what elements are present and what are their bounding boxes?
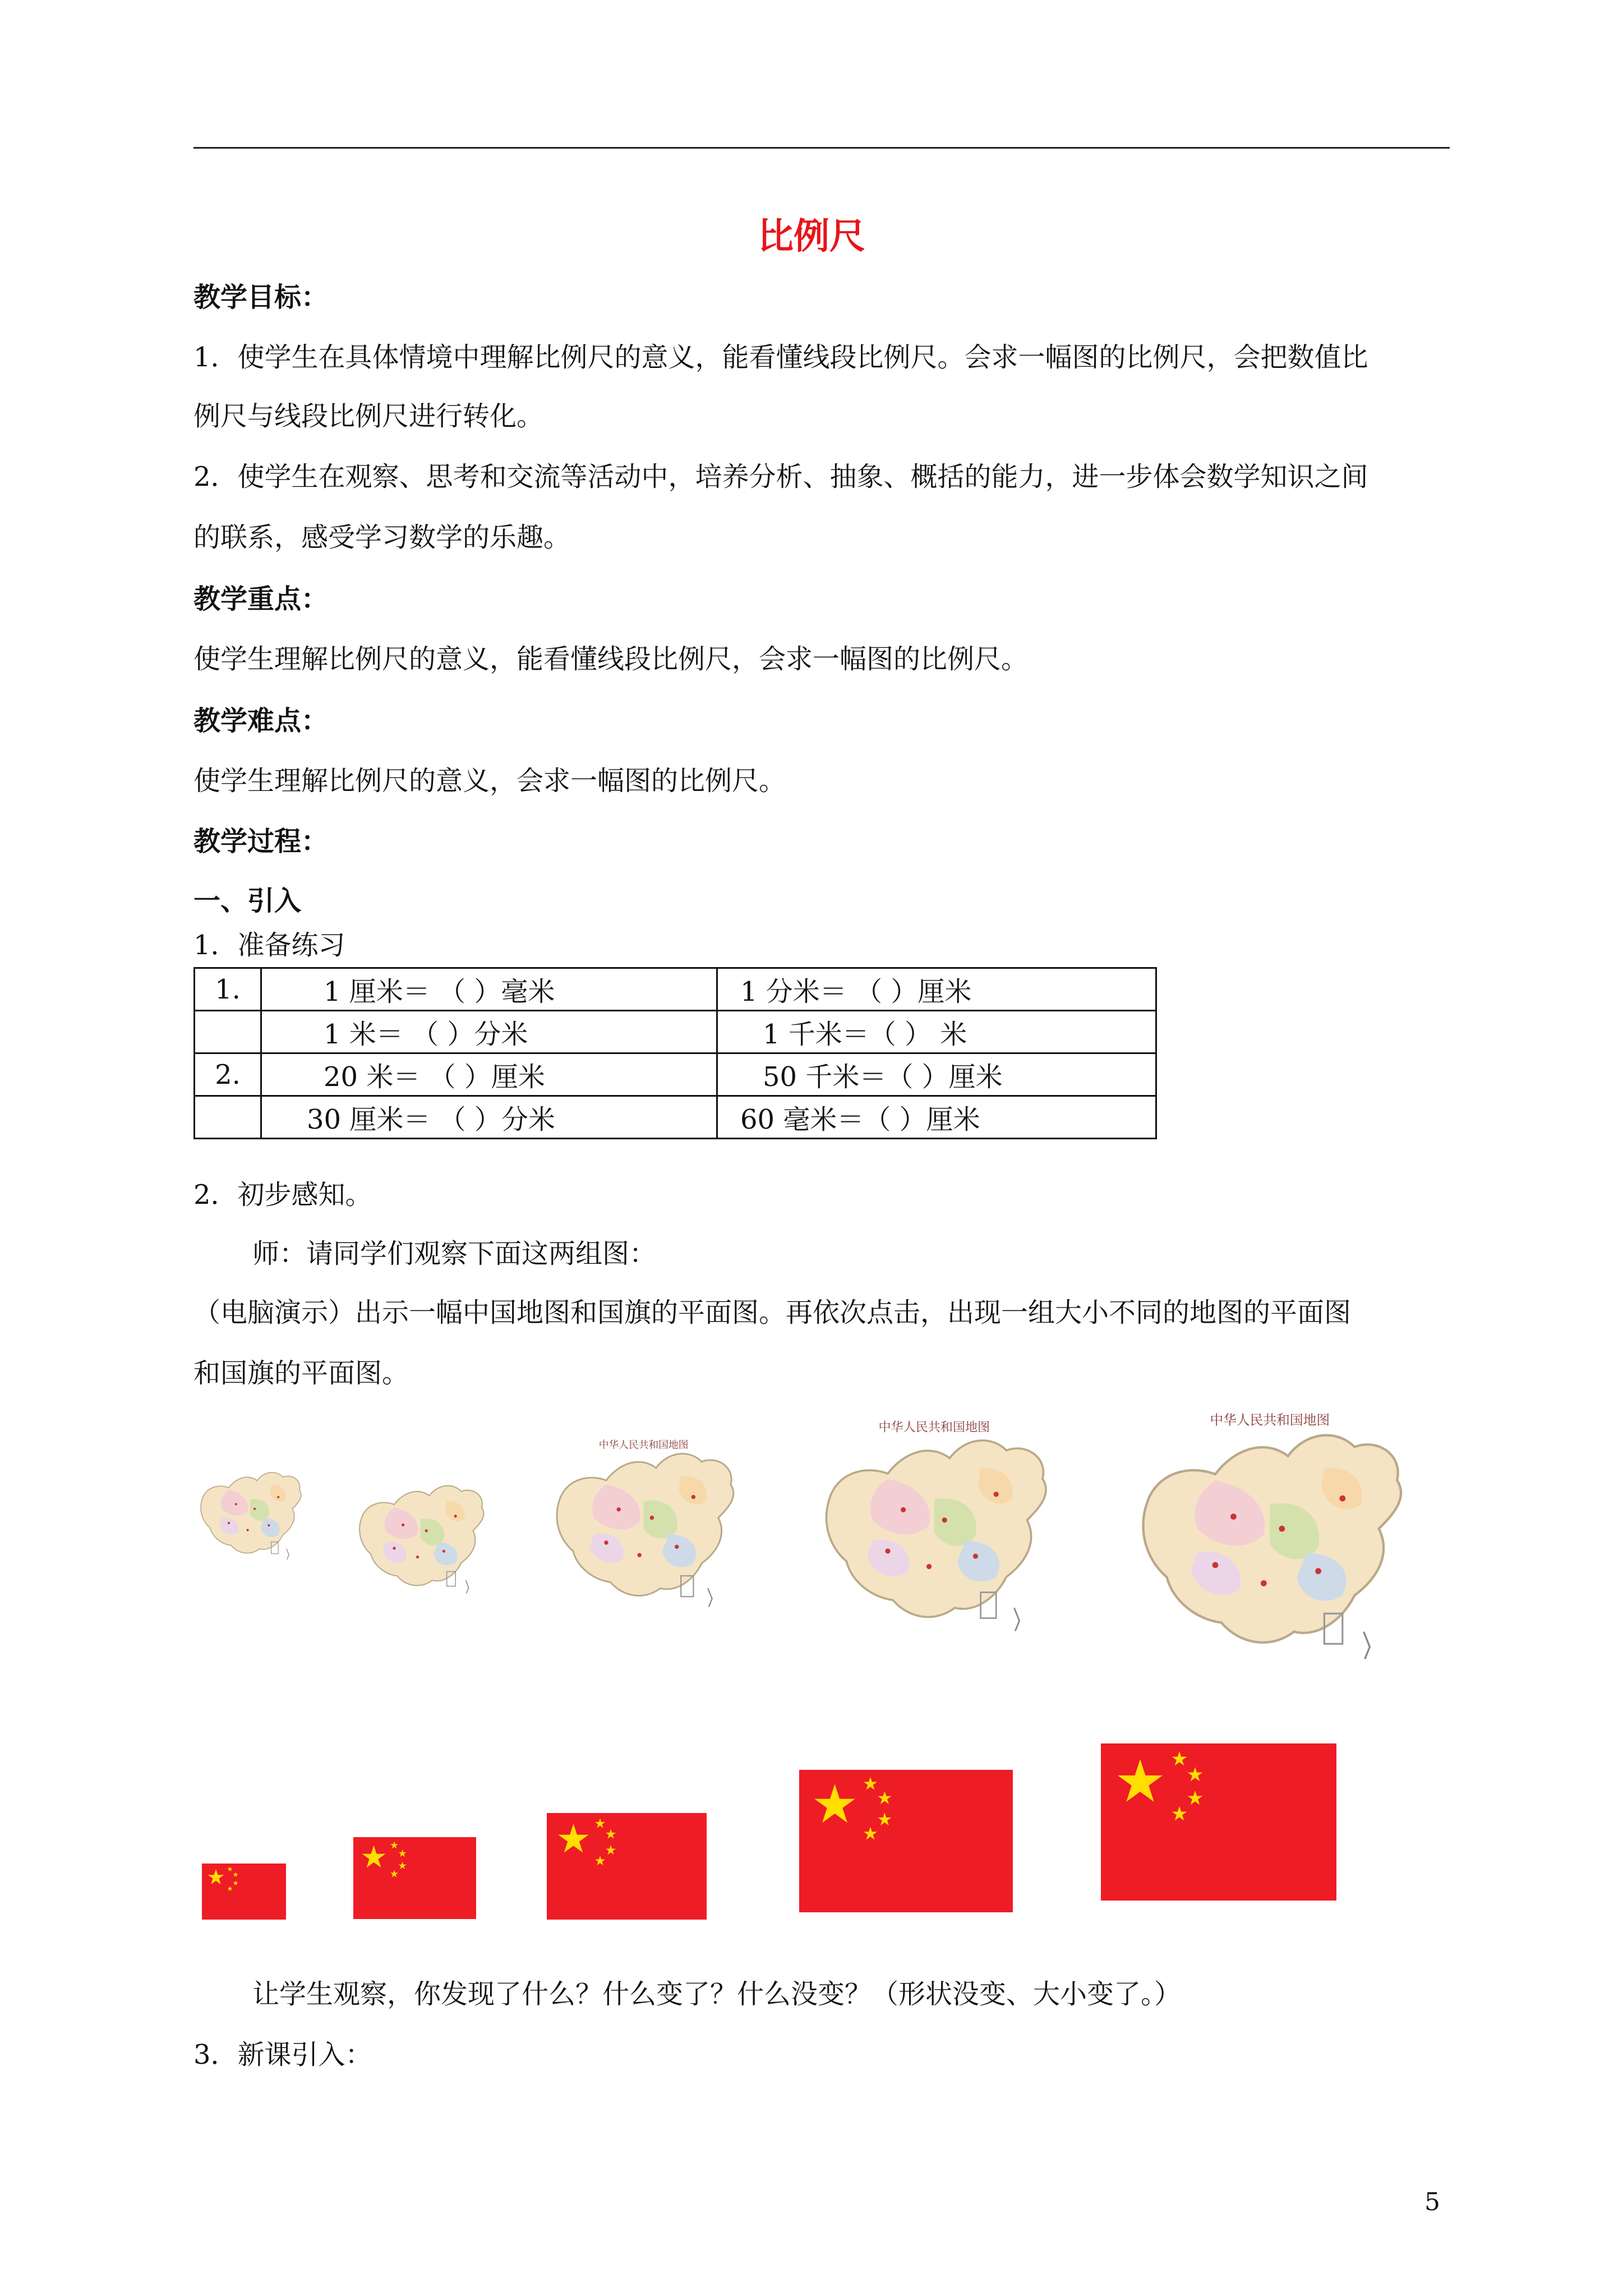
goal2-line2: 的联系，感受学习数学的乐趣。	[193, 522, 571, 553]
new-lesson-heading: 3．新课引入：	[193, 2039, 372, 2070]
goals-heading: 教学目标：	[193, 282, 329, 313]
demo-line2: 和国旗的平面图。	[193, 1358, 409, 1389]
prep-exercise-table	[193, 967, 1157, 1139]
perceive-heading: 2．初步感知。	[193, 1179, 372, 1211]
key-text: 使学生理解比例尺的意义，能看懂线段比例尺，会求一幅图的比例尺。	[193, 643, 1029, 675]
map-4	[827, 1421, 1046, 1631]
flag-4	[799, 1770, 1013, 1912]
map-3	[557, 1439, 734, 1607]
map-label: 中华人民共和国地图	[1210, 1412, 1330, 1428]
header-rule	[193, 147, 1450, 149]
demo-line1: （电脑演示）出示一幅中国地图和国旗的平面图。再依次点击，出现一组大小不同的地图的平面图	[193, 1297, 1352, 1328]
teacher-line: 师：请同学们观察下面这两组图：	[252, 1238, 657, 1269]
table-cell: 60 毫米＝（ ）厘米	[717, 1096, 1156, 1139]
map-5	[1144, 1412, 1401, 1659]
part1-heading: 一、引入	[193, 885, 302, 917]
page-title: 比例尺	[758, 216, 865, 257]
table-cell: 30 厘米＝ （ ）分米	[261, 1096, 717, 1139]
flag-3	[547, 1813, 707, 1920]
table-cell: 1 千米＝（ ） 米	[717, 1011, 1156, 1053]
prep-heading: 1．准备练习	[193, 930, 345, 961]
map-2	[359, 1486, 483, 1594]
flag-1	[202, 1864, 286, 1920]
table-cell: 1.	[195, 968, 261, 1011]
goal2-line1: 2．使学生在观察、思考和交流等活动中，培养分析、抽象、概括的能力，进一步体会数学知识之间	[193, 461, 1368, 493]
table-cell: 1 米＝ （ ）分米	[261, 1011, 717, 1053]
flag-5	[1101, 1743, 1336, 1901]
maps-and-flags-figure	[193, 1408, 1455, 1935]
table-cell: 1 厘米＝ （ ）毫米	[261, 968, 717, 1011]
map-label: 中华人民共和国地图	[598, 1439, 689, 1451]
table-cell	[195, 1011, 261, 1053]
flag-2	[353, 1837, 476, 1919]
observe-line: 让学生观察，你发现了什么？什么变了？什么没变？（形状没变、大小变了。）	[252, 1978, 1182, 2010]
table-row	[195, 1053, 1156, 1096]
goal1-line1: 1．使学生在具体情境中理解比例尺的意义，能看懂线段比例尺。会求一幅图的比例尺，会把数值比	[193, 342, 1368, 373]
table-row	[195, 968, 1156, 1011]
table-row	[195, 1011, 1156, 1053]
map-1	[201, 1473, 301, 1559]
table-cell	[195, 1096, 261, 1139]
table-cell: 50 千米＝（ ）厘米	[717, 1053, 1156, 1096]
process-heading: 教学过程：	[193, 826, 329, 857]
key-heading: 教学重点：	[193, 583, 329, 615]
table-cell: 20 米＝ （ ）厘米	[261, 1053, 717, 1096]
goal1-line2: 例尺与线段比例尺进行转化。	[193, 401, 544, 432]
table-cell: 1 分米＝ （ ）厘米	[717, 968, 1156, 1011]
table-row	[195, 1096, 1156, 1139]
table-cell: 2.	[195, 1053, 261, 1096]
difficulty-heading: 教学难点：	[193, 705, 329, 737]
page-number: 5	[1424, 2188, 1440, 2216]
difficulty-text: 使学生理解比例尺的意义，会求一幅图的比例尺。	[193, 765, 786, 797]
map-label: 中华人民共和国地图	[878, 1420, 990, 1435]
